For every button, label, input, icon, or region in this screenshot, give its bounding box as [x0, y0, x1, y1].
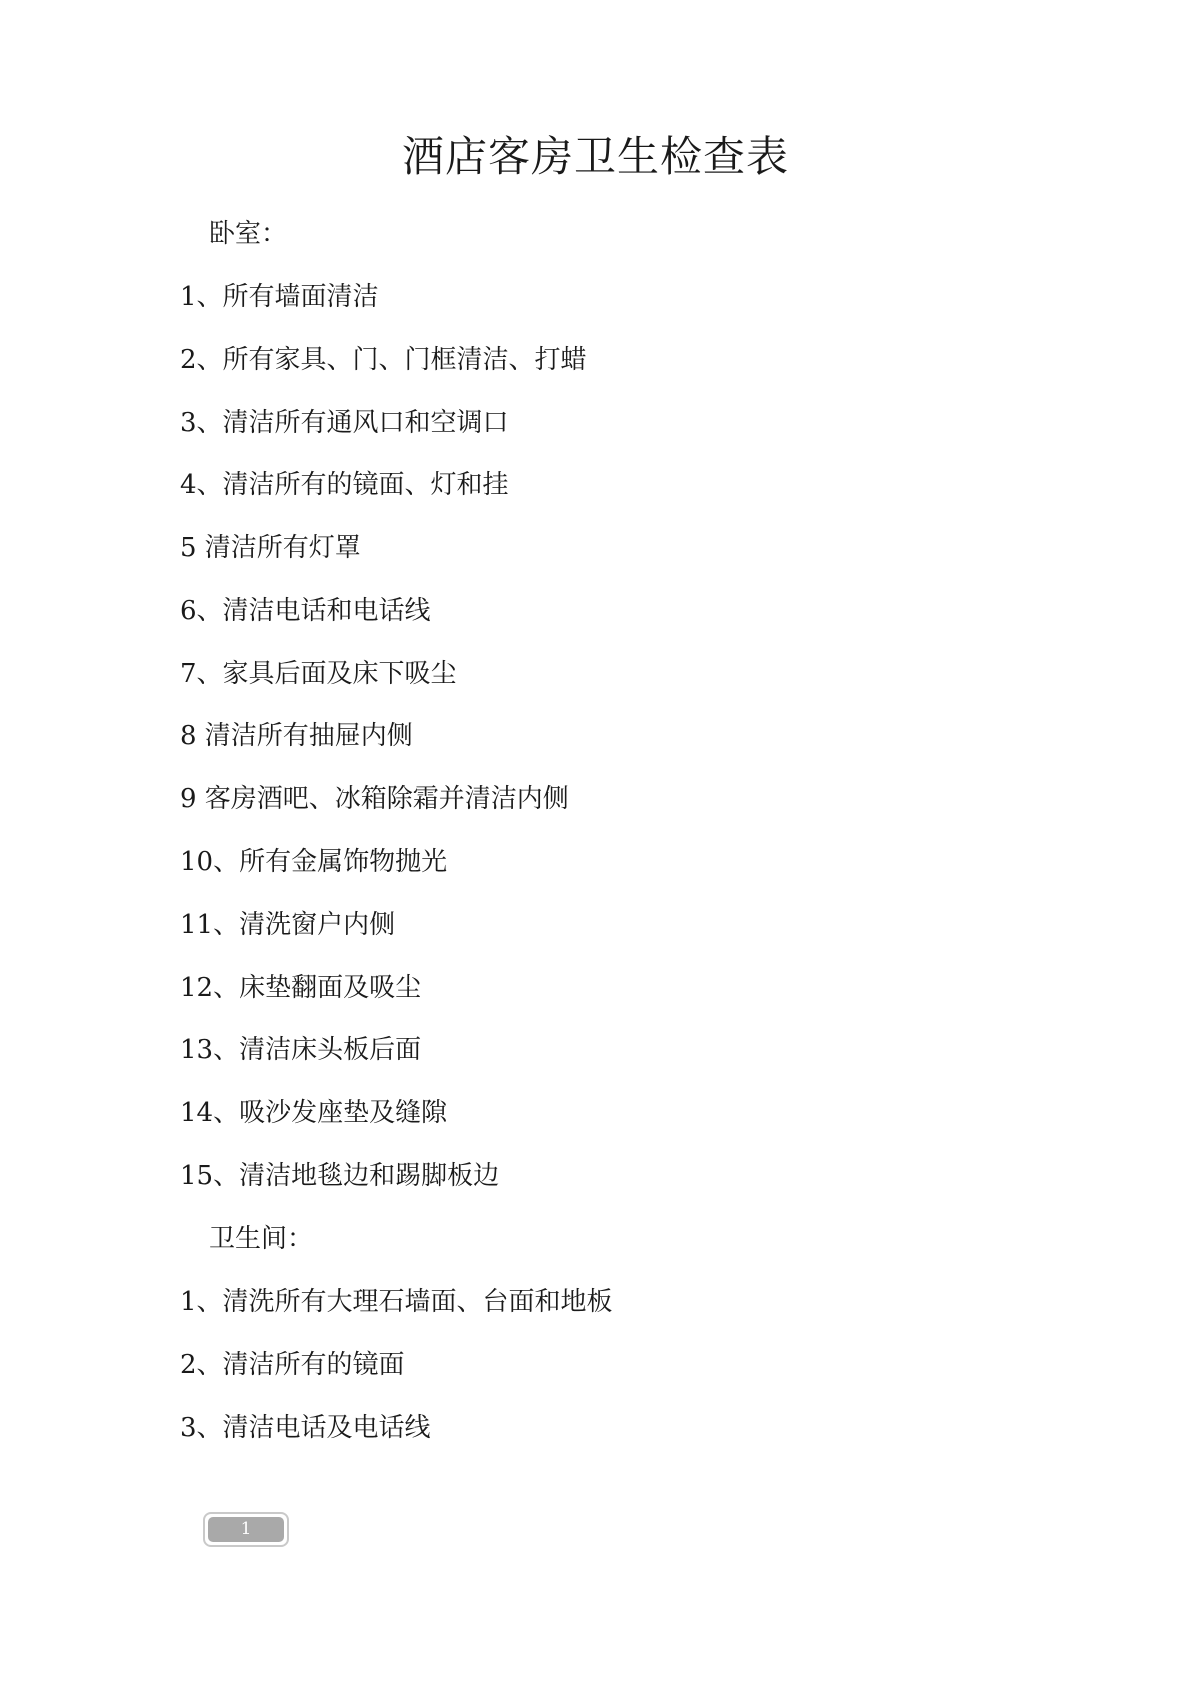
page-number: 1 — [208, 1517, 284, 1542]
list-item: 5 清洁所有灯罩 — [180, 533, 361, 563]
list-item: 3、清洁所有通风口和空调口 — [180, 408, 509, 438]
list-item: 4、清洁所有的镜面、灯和挂 — [180, 470, 509, 500]
section-heading-bedroom: 卧室： — [209, 219, 288, 249]
list-item: 14、吸沙发座垫及缝隙 — [180, 1098, 448, 1128]
list-item: 7、家具后面及床下吸尘 — [180, 659, 457, 689]
list-item: 9 客房酒吧、冰箱除霜并清洁内侧 — [180, 784, 569, 814]
list-item: 11、清洗窗户内侧 — [180, 910, 396, 940]
list-item: 8 清洁所有抽屉内侧 — [180, 721, 413, 751]
list-item: 2、清洁所有的镜面 — [180, 1350, 405, 1380]
page-number-badge — [203, 1512, 289, 1547]
list-item: 10、所有金属饰物抛光 — [180, 847, 448, 877]
list-item: 13、清洁床头板后面 — [180, 1035, 422, 1065]
list-item: 12、床垫翻面及吸尘 — [180, 973, 422, 1003]
list-item: 1、清洗所有大理石墙面、台面和地板 — [180, 1287, 613, 1317]
list-item: 1、所有墙面清洁 — [180, 282, 379, 312]
document-title: 酒店客房卫生检查表 — [401, 132, 789, 181]
section-heading-bathroom: 卫生间： — [209, 1224, 314, 1254]
list-item: 15、清洁地毯边和踢脚板边 — [180, 1161, 500, 1191]
list-item: 3、清洁电话及电话线 — [180, 1413, 431, 1443]
list-item: 6、清洁电话和电话线 — [180, 596, 431, 626]
list-item: 2、所有家具、门、门框清洁、打蜡 — [180, 345, 587, 375]
